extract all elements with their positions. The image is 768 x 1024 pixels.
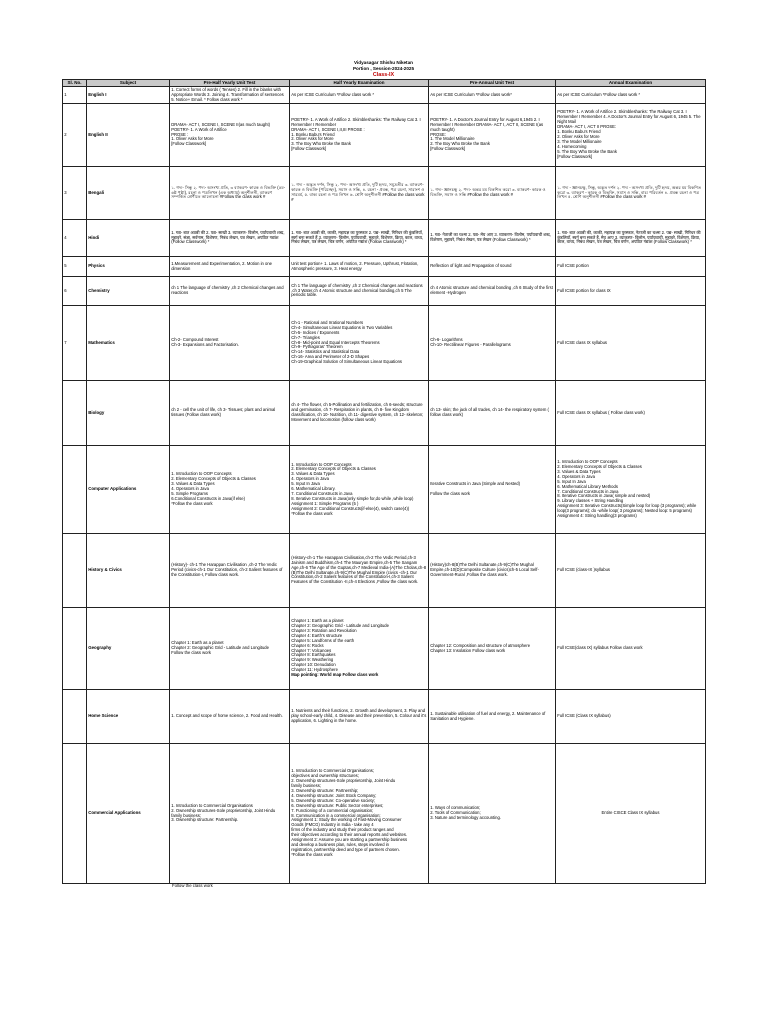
pre-annual-cell: [429, 104, 556, 167]
cell-text: 1. Sustainable utilisation of fuel and energy, 2. Maintenance of Sanitation and Hygiene.: [430, 710, 546, 721]
pre-annual-cell: [429, 690, 556, 744]
cell-text: Full ICSE portion for class IX: [557, 287, 611, 293]
cell-text: Ch-2- Compound Interest Ch-3- Expansions and Factorisation.: [171, 337, 239, 347]
pre-annual-cell: [429, 446, 556, 534]
pre-half-yearly-cell: [170, 690, 290, 744]
cell-text: 1. Ways of communication; 2. Tools of Communication; 3. Nature and terminology accounting.: [430, 805, 501, 820]
pre-annual-cell: [429, 608, 556, 690]
subject-name: Biology: [87, 381, 170, 446]
half-yearly-cell: [290, 306, 429, 381]
half-yearly-cell: [290, 744, 429, 884]
annual-cell: [556, 104, 706, 167]
cell-text: 1. Introduction to OOP Concepts 2. Elementary Concepts of Objects & Classes 3. Values & Data Types 4. Operators in Java 5. Input In Java 6. Mathematical Library. 7. Conditional Constructs in Java 8. Iterative Constructs in Java(only simple for,do while ,while loop) Assignment 1: Simple Programs (5 ) Assignment 2: Conditional Constructs(if-else(4), switch case(4)) *Follow the class work: [291, 461, 414, 516]
cell-text: Chapter 1: Earth as a planet Chapter 2: Geographic Grid - Latitude and Longitude Chapter 3: Rotation and Revolution Chapter 4: Earth's structure Chapter 5: Landforms of the earth Chapter 6: Rocks Chapter 7: Volcanoes Chapter 8: Earthquakes Chapter 9: Weathering Chapter 10: Denudation Chapter 11: Hydrosphere: [291, 618, 389, 673]
table-header-row: [63, 80, 706, 87]
cell-text: 1. Introduction to OOP Concepts 2. Elementary Concepts of Objects & Classes 3. Values & Data Types 4. Operators in Java 5. Simple Programs 6.Conditional Constructs in Java(if else) *Follow the class work: [171, 471, 256, 506]
cell-text: 1. Correct forms of words ( Tenses) 2. Fill in the blanks with Appropriate Words 3. Joining 4. Transformation of sentences 5. Notice+ Email. * Follow class work *: [171, 86, 284, 102]
pre-annual-cell: [429, 257, 556, 277]
table-row: [63, 534, 706, 608]
cell-text: Full ICSE portion: [557, 263, 589, 269]
subject-name: English I: [87, 87, 170, 104]
cell-text: As per ICSE Curriculum *Follow class work*: [430, 91, 512, 97]
subject-name: English II: [87, 104, 170, 167]
annual-cell: [556, 534, 706, 608]
pre-annual-cell: [429, 167, 556, 220]
subject-name: Commercial Applications: [87, 744, 170, 884]
cell-text: As per ICSE Curriculum *Follow class work *: [557, 91, 641, 97]
serial-number: 6: [63, 277, 87, 306]
half-yearly-cell: [290, 690, 429, 744]
table-row: [63, 381, 706, 446]
table-row: [63, 220, 706, 257]
cell-text: DRAMA- ACT I, SCENE I, SCENE II(as much taught) POETRY- 1. A Work of Artifice PROSE : 1. Oliver Asks for More [Follow Classwork]: [171, 121, 271, 147]
column-header: Pre-Half Yearly Unit Test: [170, 80, 290, 87]
half-yearly-cell: [290, 167, 429, 220]
cell-text: ১. গদ্য - জ্ঞানচক্ষু, সিন্ধু, অদ্ভুত দর্শন ২. পদ্য - অসংখ্য প্রতি, দুটি হৃদয়, অন্তর মম বিকশিত করো ৩. ব্যাকরণ - কারক ও বিভক্তি, সমাস ও সন্ধি, বাচ্য পরিবর্তন ৪. প্রবন্ধ রচনা ও পত্র লিখন ৫. শ্রেণি অনুশীলনী #Follow the class work #: [557, 184, 701, 200]
table-row: [63, 306, 706, 381]
cell-text: Ch-1 - Rational and Irrational Numbers Ch-4- Simultaneous Linear Equations in Two Variables Ch-5- Indices / Exponents Ch-7- Triangles Ch-8- Mid-point and Equal Intercepts Theorems Ch-9- Pythagoras' Theorem Ch-14- Statistics and Statistical Data Ch-16- Area and Perimeter of 2-D Shapes Ch-19-Graphical Solution of Simultaneous Linear Equations: [291, 319, 402, 365]
cell-text: POETRY- 1. A Work of Artifice 2. Skimbleshanks: The Railway Cat 3. I Remember I Remember 4. A Doctor's Journal Entry for August 6, 1945 5. The Night Mail DRAMA- ACT I, ACT II PROSE: 1. Bonku Babu's Friend 2. Oliver Asks for More 3. The Model Millionaire 4. Homecoming 5. The Boy Who Broke the Bank [Follow Classwork]: [557, 109, 701, 159]
cell-text: Unit test portion+ 1. Laws of motion, 2. Pressure, Upthrust, Flotation, Atmospheric pressure, 3. Heat energy: [291, 260, 419, 271]
pre-half-yearly-cell: [170, 608, 290, 690]
half-yearly-cell: [290, 446, 429, 534]
subject-name: Bengali: [87, 167, 170, 220]
pre-annual-cell: [429, 534, 556, 608]
pre-annual-cell: [429, 744, 556, 884]
syllabus-table: [62, 79, 706, 884]
serial-number: [63, 381, 87, 446]
serial-number: 3: [63, 167, 87, 220]
half-yearly-cell: [290, 104, 429, 167]
subject-name: Chemistry: [87, 277, 170, 306]
pre-annual-cell: [429, 277, 556, 306]
table-row: [63, 277, 706, 306]
map-pointing-note: Map pointing: World map Follow class work: [291, 672, 379, 678]
pre-annual-cell: [429, 381, 556, 446]
serial-number: [63, 744, 87, 884]
table-row: [63, 744, 706, 884]
annual-cell: [556, 381, 706, 446]
cell-text: POETRY- 1. A Work of Artifice 2. Skimbleshanks: The Railway Cat 3. I Remember I Remember DRAMA- ACT I, SCENE I,II,III PROSE : 1. Bonku Babu's Friend 2. Oliver Asks for More 3. The Boy Who Broke the Bank [Follow Classwork]: [291, 116, 421, 152]
cell-text: (History-ch-1 The Harappan Civilisation,ch-2 The Vedic Period,ch-3 Jainism and Buddhism,ch-4 The Mauryan Empire,ch-5 The Sangam Age,ch-6 The Age of the Guptas,ch-7 Medieval India-(A)The Cholas,ch-8 (B)The Delhi Sultanate,ch-9(C)The Mughal Empire (civics -ch-1 Our Constitution,ch-2 Salient features of the Constitution-I,ch-3 Salient Features of the Constitution -II,ch-4 Elections ,Follow the class work.: [291, 554, 427, 585]
cell-text: ch 4 Atomic structure and chemical bonding ,ch 6 Study of the first element -Hydrogen: [430, 285, 553, 295]
cell-text: Iterative Constructs in Java (Simple and Nested) Follow the class work: [430, 481, 521, 496]
cell-text: Full ICSE class IX syllabus ( Follow class work): [557, 409, 645, 415]
cell-text: Reflection of light and Propagation of sound: [430, 263, 512, 269]
cell-text: Full ICSE (Class IX syllabus): [557, 713, 611, 719]
footnote: Follow the class work: [172, 883, 213, 888]
serial-number: [63, 446, 87, 534]
column-header: Pre-Annual Unit Test: [429, 80, 556, 87]
subject-name: History & Civics: [87, 534, 170, 608]
table-row: [63, 104, 706, 167]
pre-annual-cell: [429, 306, 556, 381]
annual-cell: [556, 690, 706, 744]
cell-text: ch 2 - cell the unit of life, ch 3- Tissues; plant and animal tissues (Follow class work): [171, 407, 276, 417]
portion-sheet: [62, 60, 705, 884]
subject-name: Computer Applications: [87, 446, 170, 534]
school-name: Vidyasagar Shishu Niketan: [354, 60, 413, 65]
cell-text: Chapter 1: Earth as a planet Chapter 2: Geographic Grid - Latitude and Longitude Follow the class work: [171, 640, 269, 655]
subject-name: Home Science: [87, 690, 170, 744]
annual-cell: [556, 446, 706, 534]
serial-number: [63, 534, 87, 608]
pre-half-yearly-cell: [170, 381, 290, 446]
cell-text: 1. गद्य- बात अठन्नी की, काकी, महायज्ञ का पुरस्कार 2. पद्य- साखी, गिरिधर की कुंडलियाँ, स्वर्ग बना सकते हैं 3. व्याकरण- विलोम, पर्यायवाची, मुहावरे, विशेषण, क्रिया, काल, वाच्य, निबंध लेखन, पत्र लेखन, चित्र वर्णन, अपठित गद्यांश (Follow Classwork) *: [291, 229, 424, 245]
pre-half-yearly-cell: [170, 104, 290, 167]
annual-cell: [556, 257, 706, 277]
annual-cell: [556, 608, 706, 690]
half-yearly-cell: [290, 257, 429, 277]
half-yearly-cell: [290, 608, 429, 690]
table-row: [63, 257, 706, 277]
cell-text: ১. গদ্য- সিন্ধু ২. পদ্য- অসংখ্য প্রতি, ৩ ব্যাকরণ- কারক ও বিভক্তি (৫ম- ৬ষ্ঠ পৃষ্ঠা), রচনা ও পত্রলিখন (এক অধ্যায়) অনুশীলনী, ব্যাকরণ সম্পর্কিত শ্রেণীতে আলোচনা #Follow the class work #: [171, 184, 286, 200]
pre-half-yearly-cell: [170, 446, 290, 534]
pre-annual-cell: [429, 87, 556, 104]
serial-number: 4: [63, 220, 87, 257]
pre-half-yearly-cell: [170, 220, 290, 257]
cell-text: 1. Introduction to Commercial Organisations 2. Ownership structures-Sole proprietorship, Joint Hindu family business; 3. Ownership structure: Partnership.: [171, 802, 276, 823]
serial-number: 5: [63, 257, 87, 277]
cell-text: Ch 1 The language of chemistry ,ch 2 Chemical changes and reactions ,ch 3 Water,ch 4 Atomic structure and chemical bonding,ch 5 The periodic table.: [291, 282, 423, 298]
subject-name: Hindi: [87, 220, 170, 257]
annual-cell: [556, 277, 706, 306]
annual-cell: [556, 87, 706, 104]
annual-cell: [556, 744, 706, 884]
cell-text: 1. Concept and scope of home science, 2. Food and Health.: [171, 713, 283, 719]
cell-text: Chapter 12: Composition and structure of atmosphere Chapter 13: Insolation Follow class work: [430, 642, 531, 653]
cell-text: As per ICSE Curriculum *Follow class work *: [291, 91, 375, 97]
pre-half-yearly-cell: [170, 306, 290, 381]
half-yearly-cell: [290, 220, 429, 257]
cell-text: Full ICSE (class-IX )syllabus: [557, 567, 611, 573]
cell-text: ১. গদ্য - অদ্ভুত দর্শন, সিন্ধু ২. পদ্য- অসংখ্য প্রতি, দুটি হৃদয়, সমুদ্রতীর ৩. ব্যাকরণ- কারক ও বিভক্তি (পরিচ্ছেদ), সমাস ও সন্ধি, ৪. রচনা - প্রবন্ধ, পত্র রচনা, সারাংশ ও সারমর্ম, ৫. বাক্য রচনা ও পত্র লিখন ৬. শ্রেণি অনুশীলনী #Follow the class work #: [291, 182, 425, 202]
column-header: Half Yearly Examination: [290, 80, 429, 87]
document-header: [62, 60, 705, 78]
table-row: [63, 446, 706, 534]
table-row: [63, 690, 706, 744]
annual-cell: [556, 220, 706, 257]
cell-text: 1. Introduction to OOP Concepts 2. Elementary Concepts of Objects & Classes 3. Values & Data Types 4. Operators in Java 5. Input In Java 6. Mathematical Library Methods 7. Conditional Constructs in Java 8. Iterative Constructs in Java( simple and nested) 9. Library classes + String Handling Assignment 3: Iterative Constructs(Simple loop for loop (3 programs); while loop(3 programs); do -while loop( 3 programs); Nested loop: 5 programs) Assignment 4: String handling(3 programs): [557, 459, 697, 519]
pre-half-yearly-cell: [170, 167, 290, 220]
pre-half-yearly-cell: [170, 87, 290, 104]
cell-text: 1. गद्य- नेताजी का चश्मा 2. पद्य- मेघ आए 3. व्याकरण- विलोम, पर्यायवाची शब्द, विशेषण, मुहावरे, निबंध लेखन, पत्र लेखन (Follow Classwork) *: [430, 232, 551, 242]
serial-number: 7: [63, 306, 87, 381]
cell-text: ch 1 The language of chemistry ,ch 2 Chemical changes and reactions: [171, 285, 284, 295]
cell-text: 1. Introduction to Commercial Organisations; objectives and ownership structures; 2. Ownership structures-Sole proprietorship, Joint Hindu family business; 3. Ownership structure: Partnership; 4. Ownership structure: Joint Stock Company; 5. Ownership structure: Co-operative society; 6. Ownership structure: Public Sector enterprises; 7. Functioning of a commercial organisation; 8. Communication in a commercial organisation; Assignment 1: Study the working of Fast-Moving Consumer Goods (FMCG) Industry in India - take any 4 firms of the industry and study their product ranges and their objectives according to their annual reports and websites. Assignment 2: Assume you are starting a partnership business and develop a business plan, rules, steps involved in registration, partnership deed and type of partners chosen. *Follow the class work: [291, 768, 408, 857]
column-header: Annual Examination: [556, 80, 706, 87]
half-yearly-cell: [290, 87, 429, 104]
cell-text: 1. Nutrients and their functions, 2. Growth and development, 3. Play and play school-early child, 4. Disease and their prevention, 5. Colour and it's application, 6. Lighting in the home.: [291, 708, 427, 723]
cell-text: Entire CISCE Class IX syllabus: [601, 810, 660, 816]
class-title: Class-IX: [372, 72, 395, 78]
cell-text: ch 13- skin; the jack of all trades, ch 14- the respiratory system ( follow class work): [430, 407, 549, 417]
table-row: [63, 608, 706, 690]
pre-half-yearly-cell: [170, 257, 290, 277]
serial-number: [63, 608, 87, 690]
cell-text: ch 4- The flower, ch 5-Pollination and fertilization, ch 6-seeds; structure and germination, ch 7- Respiration in plants, ch 8- five Kingdom classification, ch 10- Nutrition, ch 11- digestive system, ch 12- skeleton; Movement and locomotion (follow class work): [291, 402, 424, 422]
pre-half-yearly-cell: [170, 744, 290, 884]
annual-cell: [556, 167, 706, 220]
cell-text: Full ICSE class IX syllabus: [557, 339, 607, 345]
annual-cell: [556, 306, 706, 381]
serial-number: 1: [63, 87, 87, 104]
cell-text: (History)- ch-1 The Harappan Civilisation ,ch-2 The Vedic Period (civics-ch-1 Our Constitution, ch-2 Salient features of the Constitution-I, Follow class work.: [171, 562, 283, 577]
portion-session: Portion , Session-2024-2025: [352, 66, 415, 71]
pre-annual-cell: [429, 220, 556, 257]
pre-half-yearly-cell: [170, 277, 290, 306]
column-header: Sl. No.: [63, 80, 87, 87]
pre-half-yearly-cell: [170, 534, 290, 608]
subject-name: Geography: [87, 608, 170, 690]
subject-name: Physics: [87, 257, 170, 277]
serial-number: [63, 690, 87, 744]
cell-text: 1. गद्य- बात अठन्नी की 2. पद्य- साखी 3. व्याकरण- विलोम, पर्यायवाची शब्द, मुहावरे, संज्ञा, सर्वनाम, विशेषण, निबंध लेखन, पत्र लेखन, अपठित गद्यांश (Follow Classwork) *: [171, 229, 285, 245]
cell-text: POETRY- 1. A Doctor's Journal Entry for August 6,1945 2. I Remember I Remember DRAMA- ACT I, ACT II, SCENE I(as much taught) PROSE: 1. The Model Millionaire 2. The Boy Who Broke the Bank [Follow Classwork]: [430, 116, 544, 152]
cell-text: (History)ch-8(B)The Delhi Sultanate,ch-9(C)The Mughal Empire,ch-10(D)Composite Culture (civics)ch-5 Local Self-Government-Rural ,Follow the class work.: [430, 562, 539, 577]
column-header: Subject: [87, 80, 170, 87]
serial-number: 2: [63, 104, 87, 167]
half-yearly-cell: [290, 277, 429, 306]
table-row: [63, 167, 706, 220]
cell-text: Full ICSE(class IX) syllabus Follow class work: [557, 645, 643, 651]
cell-text: ১. গদ্য- জ্ঞানচক্ষু ২. পদ্য- অন্তর মম বিকশিত করো ৩. ব্যাকরণ- কারক ও বিভক্তি, সমাস ও সন্ধি #Follow the class work #: [430, 187, 546, 197]
cell-text: Ch-6- Logarithms Ch-10- Rectilinear Figures - Parallelograms: [430, 337, 511, 347]
cell-text: 1.Measurement and Experimentation, 2. Motion in one dimension: [171, 260, 272, 271]
subject-name: Mathematics: [87, 306, 170, 381]
cell-text: 1. गद्य- बात अठन्नी की, काकी, महायज्ञ का पुरस्कार, नेताजी का चश्मा 2. पद्य- साखी, गिरिधर की कुंडलियाँ, स्वर्ग बना सकते हैं, मेघ आए 3. व्याकरण- विलोम, पर्यायवाची, मुहावरे, विशेषण, क्रिया, काल, वाच्य, निबंध लेखन, पत्र लेखन, चित्र वर्णन, अपठित गद्यांश (Follow Classwork) *: [557, 229, 701, 245]
half-yearly-cell: [290, 381, 429, 446]
table-row: [63, 87, 706, 104]
half-yearly-cell: [290, 534, 429, 608]
